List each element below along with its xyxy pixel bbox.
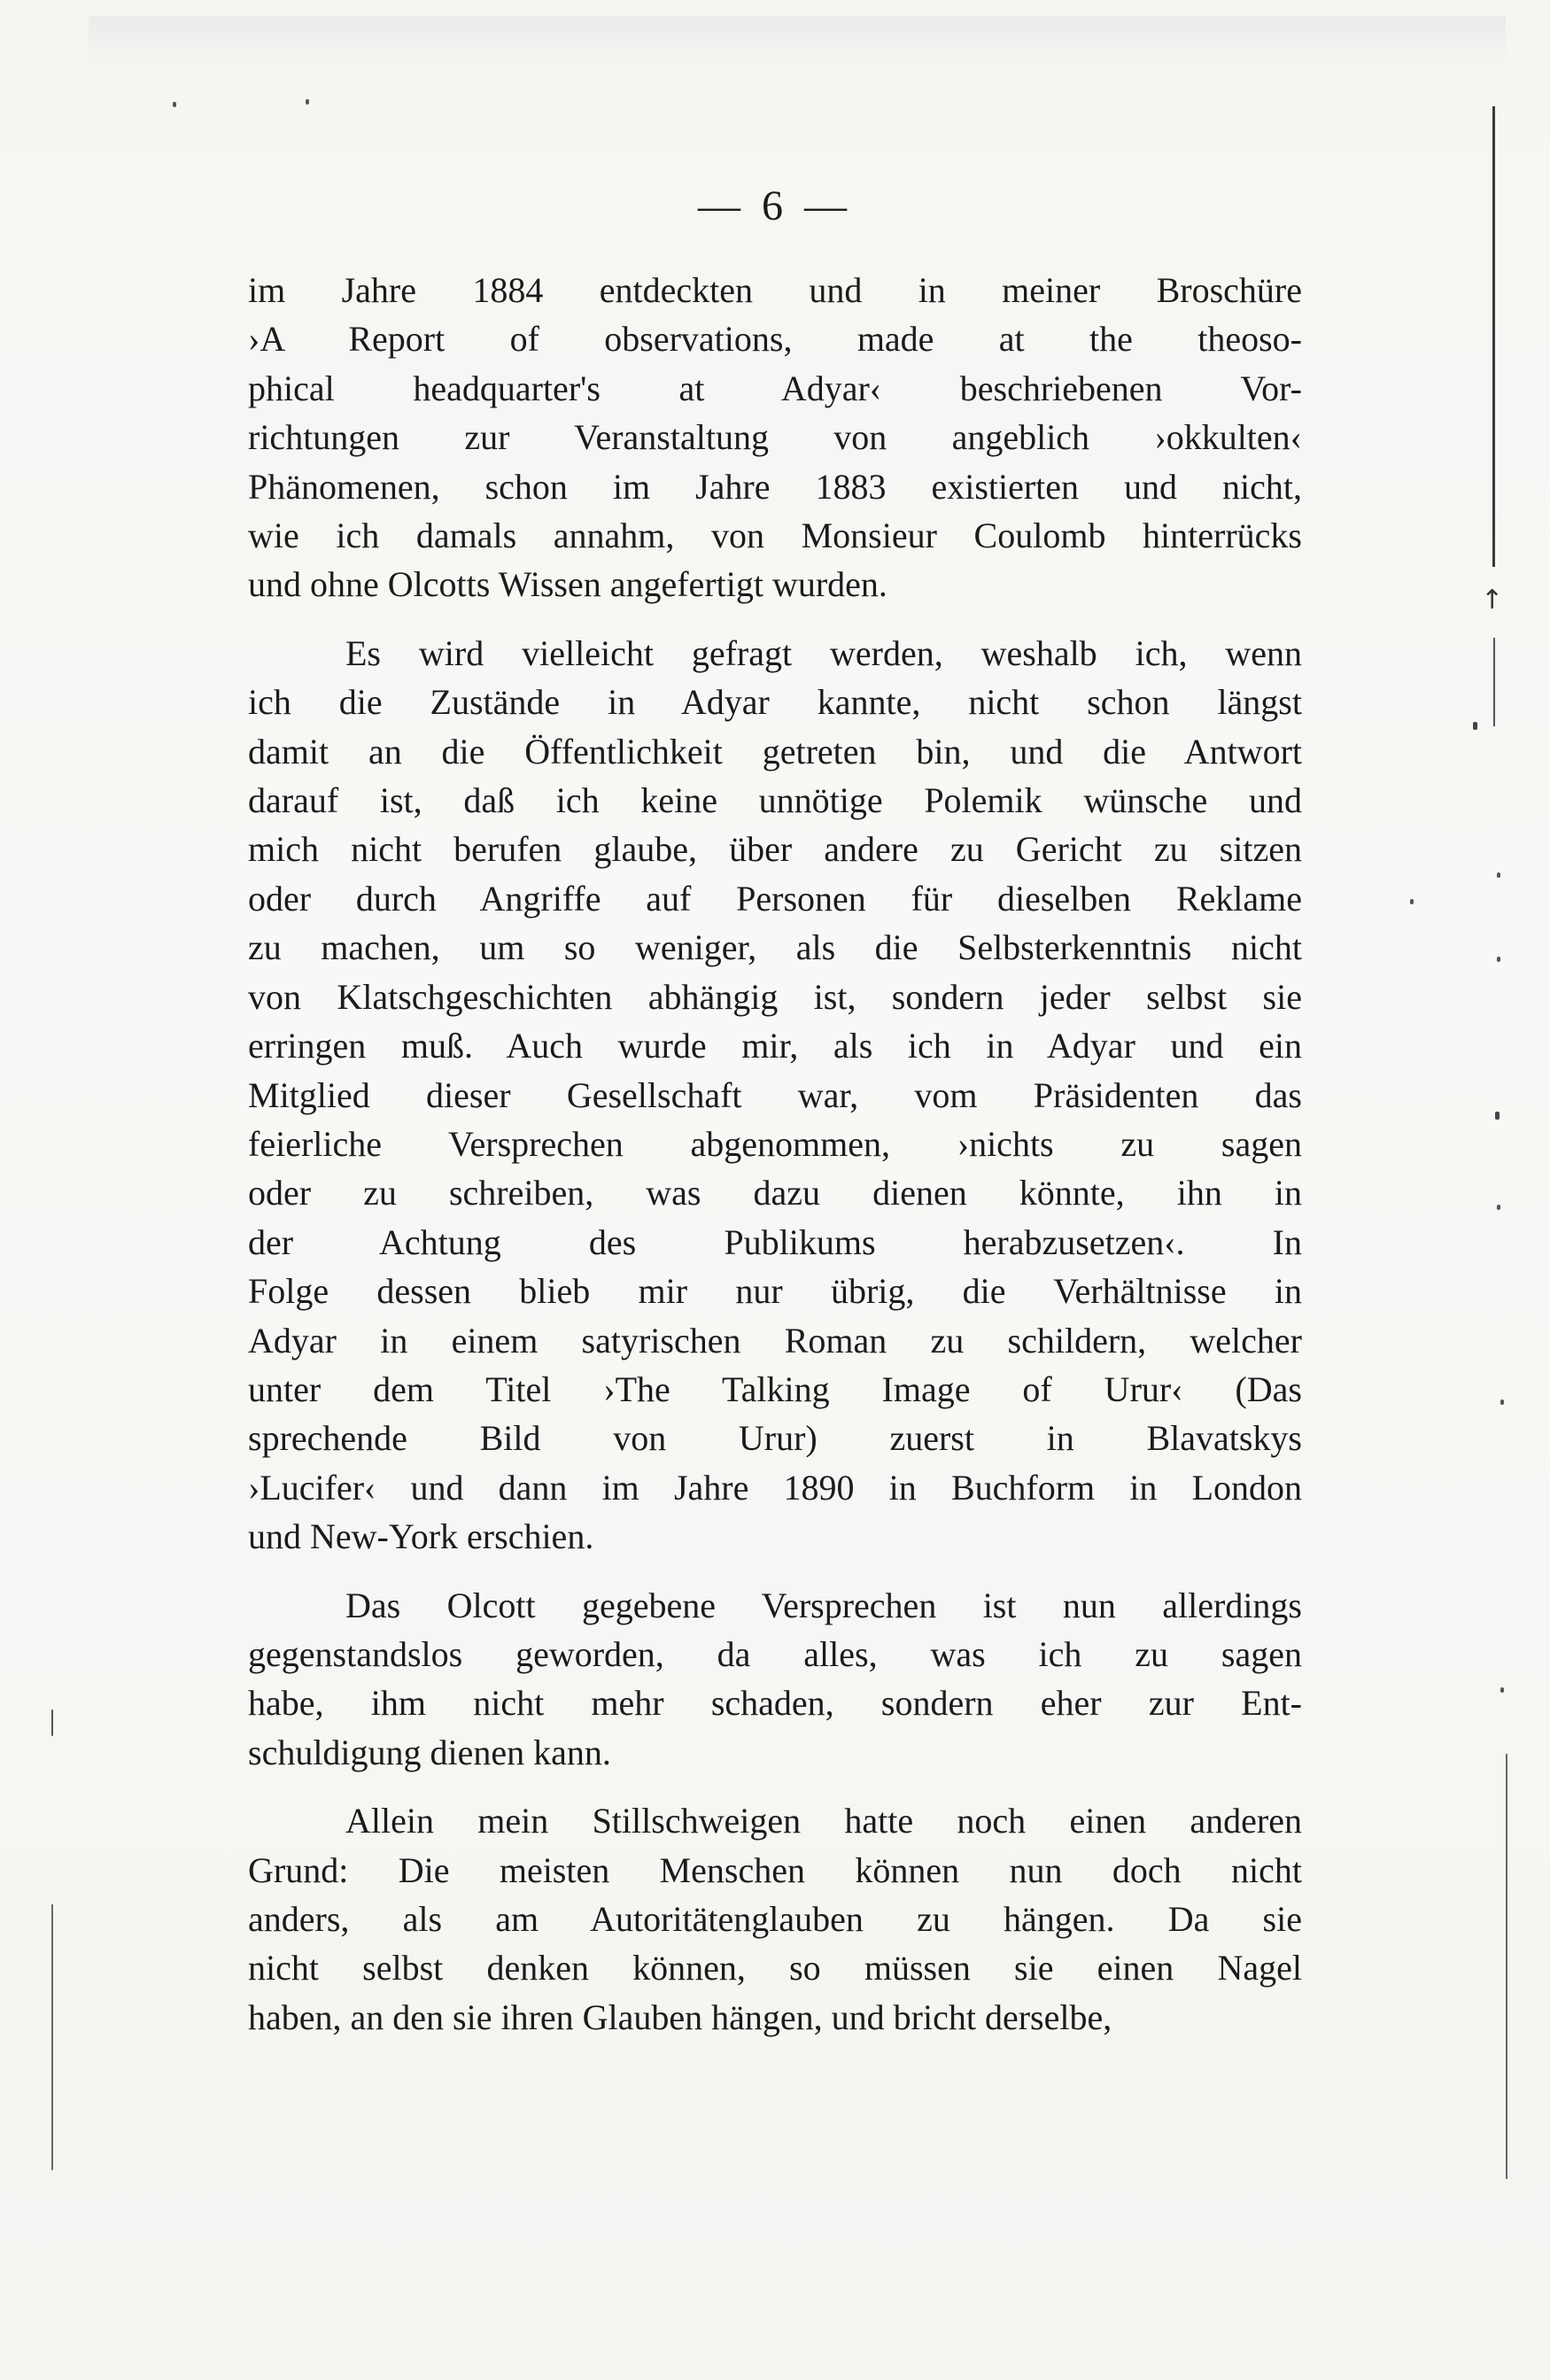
scan-speck — [1497, 872, 1500, 878]
scan-speck — [1410, 899, 1414, 904]
scan-speck — [1497, 1205, 1500, 1210]
scan-speck — [306, 99, 309, 105]
text-line: richtungen zur Veranstaltung von angeblich ›okkulten‹ — [248, 417, 1302, 458]
text-line: damit an die Öffentlichkeit getreten bin, und die Antwort — [248, 731, 1302, 771]
text-line: von Klatschgeschichten abhängig ist, sondern jeder selbst sie — [248, 976, 1302, 1017]
text-line: Grund: Die meisten Menschen können nun doch nicht — [248, 1849, 1302, 1890]
scan-speck — [1497, 957, 1500, 962]
text-line: erringen muß. Auch wurde mir, als ich in Adyar und ein — [248, 1026, 1302, 1066]
text-line: anders, als am Autoritätenglauben zu hängen. Da sie — [248, 1899, 1302, 1939]
paragraph — [248, 266, 1302, 609]
text-line: Es wird vielleicht gefragt werden, weshalb ich, wenn — [345, 632, 1302, 673]
text-line: zu machen, um so weniger, als die Selbsterkenntnis nicht — [248, 927, 1302, 968]
text-line: phical headquarter's at Adyar‹ beschriebenen Vor- — [248, 368, 1302, 408]
scan-speck — [51, 1709, 53, 1736]
scan-speck — [1473, 722, 1477, 730]
text-line: und New-York erschien. — [248, 1516, 594, 1557]
page-number: — 6 — — [698, 182, 852, 229]
text-line: ich die Zustände in Adyar kannte, nicht schon längst — [248, 682, 1302, 723]
text-line: Allein mein Stillschweigen hatte noch einen anderen — [345, 1801, 1302, 1841]
paragraph — [248, 1581, 1302, 1778]
text-line: Adyar in einem satyrischen Roman zu schildern, welcher — [248, 1320, 1302, 1361]
scan-speck — [1500, 1399, 1504, 1405]
right-edge-line-lower — [1506, 1754, 1507, 2179]
text-line: Das Olcott gegebene Versprechen ist nun allerdings — [345, 1585, 1302, 1625]
binding-edge-line — [1492, 106, 1495, 567]
binding-edge-line-lower — [1493, 638, 1495, 726]
text-line: gegenstandslos geworden, da alles, was ich zu sagen — [248, 1633, 1302, 1674]
text-line: nicht selbst denken können, so müssen sie einen Nagel — [248, 1948, 1302, 1989]
text-line: schuldigung dienen kann. — [248, 1732, 611, 1772]
text-line: haben, an den sie ihren Glauben hängen, und bricht derselbe, — [248, 1996, 1112, 2037]
text-line: Phänomenen, schon im Jahre 1883 existierten und nicht, — [248, 466, 1302, 507]
text-line: sprechende Bild von Urur) zuerst in Blavatskys — [248, 1418, 1302, 1459]
text-line: der Achtung des Publikums herabzusetzen‹. In — [248, 1221, 1302, 1262]
text-line: feierliche Versprechen abgenommen, ›nichts zu sagen — [248, 1123, 1302, 1164]
paragraph — [248, 629, 1302, 1562]
body-text — [248, 266, 1302, 2042]
text-line: Folge dessen blieb mir nur übrig, die Verhältnisse in — [248, 1271, 1302, 1312]
text-line: ›A Report of observations, made at the theoso- — [248, 319, 1302, 360]
text-line: ›Lucifer‹ und dann im Jahre 1890 in Buchform in London — [248, 1467, 1302, 1508]
text-line: Mitglied dieser Gesellschaft war, vom Präsidenten das — [248, 1074, 1302, 1115]
text-line: wie ich damals annahm, von Monsieur Coulomb hinterrücks — [248, 516, 1302, 556]
text-line: im Jahre 1884 entdeckten und in meiner Broschüre — [248, 270, 1302, 310]
text-line: darauf ist, daß ich keine unnötige Polemik wünsche und — [248, 780, 1302, 821]
scan-speck — [1500, 1687, 1504, 1693]
scan-shadow — [89, 16, 1506, 69]
scan-speck — [173, 102, 176, 107]
text-line: unter dem Titel ›The Talking Image of Urur‹ (Das — [248, 1368, 1302, 1409]
text-line: habe, ihm nicht mehr schaden, sondern eher zur Ent- — [248, 1683, 1302, 1724]
text-line: oder zu schreiben, was dazu dienen könnte, ihn in — [248, 1173, 1302, 1213]
left-edge-line — [51, 1904, 53, 2170]
text-line: oder durch Angriffe auf Personen für dieselben Reklame — [248, 878, 1302, 919]
arrow-mark: ↑ — [1481, 585, 1504, 616]
scan-speck — [1495, 1112, 1500, 1120]
text-line: und ohne Olcotts Wissen angefertigt wurden. — [248, 564, 887, 605]
text-line: mich nicht berufen glaube, über andere zu Gericht zu sitzen — [248, 829, 1302, 870]
paragraph — [248, 1796, 1302, 2042]
